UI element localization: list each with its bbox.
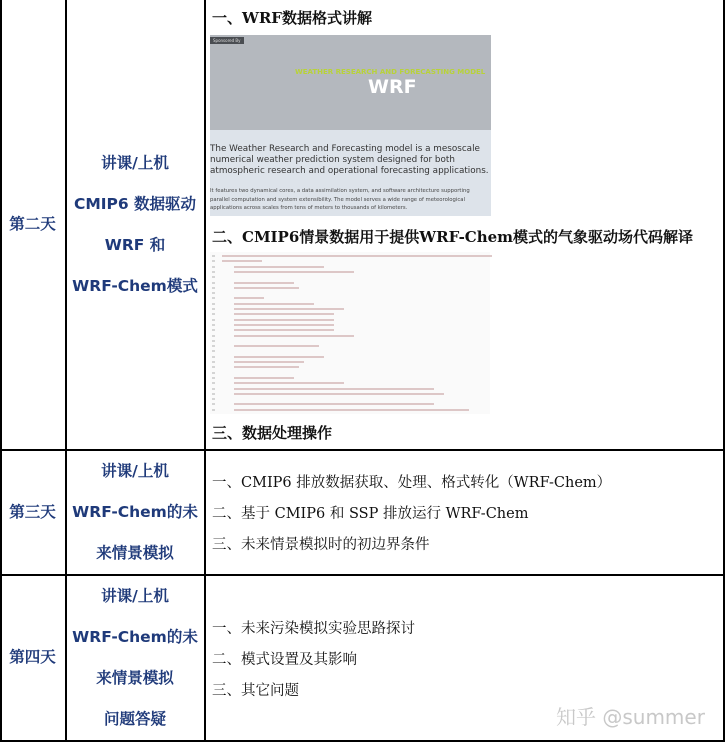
code-line (212, 308, 215, 310)
code-line (212, 409, 215, 411)
table-border (204, 0, 206, 741)
day-cell (0, 0, 65, 449)
code-line (234, 366, 299, 368)
desc-line: 讲课/上机 (101, 153, 169, 172)
day-cell (0, 450, 65, 574)
wrf-title: WRF (368, 76, 417, 98)
code-line (222, 255, 492, 257)
table-border (0, 740, 725, 742)
code-line (212, 398, 215, 400)
code-line (212, 271, 215, 273)
code-line (212, 329, 215, 331)
desc-line: 来情景模拟 (96, 668, 174, 687)
desc-line: WRF-Chem模式 (72, 276, 198, 295)
code-line (212, 388, 215, 390)
desc-line: WRF 和 (104, 235, 166, 254)
day-label: 第四天 (9, 648, 56, 666)
sponsor-tag: Sponsored By (210, 37, 244, 44)
content-item: 二、基于 CMIP6 和 SSP 排放运行 WRF-Chem (212, 506, 529, 522)
content-heading: 三、数据处理操作 (212, 424, 333, 442)
code-line (212, 366, 215, 368)
code-line (212, 255, 215, 257)
code-line (234, 282, 294, 284)
code-line (212, 297, 215, 299)
code-line (234, 271, 354, 273)
desc-line: 讲课/上机 (101, 586, 169, 605)
code-line (234, 335, 354, 337)
code-line (212, 313, 215, 315)
table-border (723, 0, 725, 741)
content-item: 三、未来情景模拟时的初边界条件 (212, 537, 430, 553)
code-line (234, 266, 324, 268)
content-item: 一、CMIP6 排放数据获取、处理、格式转化（WRF-Chem） (212, 475, 612, 491)
desc-cell (66, 575, 204, 740)
code-line (212, 372, 215, 374)
code-line (212, 335, 215, 337)
code-line (234, 393, 444, 395)
code-line (212, 303, 215, 305)
code-line (212, 282, 215, 284)
watermark: 知乎 @summer (556, 705, 705, 729)
code-line (212, 382, 215, 384)
code-line (212, 266, 215, 268)
wrf-paragraph: It features two dynamical cores, a data assimilation system, and software architecture supporting parallel computation and system extensibility. The model serves a wide range of meteorological applications across scales from tens of meters to thousands of kilometers. (210, 188, 470, 212)
code-line (212, 260, 215, 262)
code-line (234, 409, 469, 411)
code-line (234, 313, 334, 315)
day-label: 第二天 (9, 215, 56, 233)
code-line (234, 319, 334, 321)
code-line (212, 403, 215, 405)
code-screenshot-image (210, 252, 490, 414)
code-line (234, 356, 324, 358)
code-line (234, 403, 434, 405)
code-line (212, 340, 215, 342)
desc-line: WRF-Chem的未 (72, 627, 198, 646)
code-line (212, 319, 215, 321)
content-heading: 二、CMIP6情景数据用于提供WRF-Chem模式的气象驱动场代码解译 (212, 228, 694, 246)
code-line (212, 276, 215, 278)
code-line (212, 287, 215, 289)
desc-cell (66, 0, 204, 449)
code-line (234, 345, 319, 347)
code-line (212, 377, 215, 379)
code-line (212, 324, 215, 326)
code-line (234, 308, 344, 310)
code-line (234, 377, 294, 379)
code-line (234, 287, 299, 289)
code-line (212, 361, 215, 363)
content-item: 一、未来污染模拟实验思路探讨 (212, 621, 415, 637)
code-line (234, 324, 334, 326)
code-line (212, 292, 215, 294)
wrf-paragraph: The Weather Research and Forecasting model is a mesoscale numerical weather prediction system designed for both atmospheric research and operational forecasting applications. (210, 144, 489, 176)
day-cell (0, 575, 65, 740)
desc-line: 问题答疑 (103, 709, 166, 728)
code-line (234, 303, 314, 305)
code-line (234, 297, 264, 299)
code-line (212, 356, 215, 358)
wrf-subtitle: WEATHER RESEARCH AND FORECASTING MODEL (295, 68, 486, 76)
day-label: 第三天 (9, 502, 56, 521)
desc-line: 讲课/上机 (101, 461, 169, 480)
content-heading: 一、WRF数据格式讲解 (212, 9, 372, 27)
desc-line: 来情景模拟 (96, 543, 174, 562)
desc-line: CMIP6 数据驱动 (73, 194, 197, 213)
desc-line: WRF-Chem的未 (72, 502, 198, 521)
code-line (212, 345, 215, 347)
code-line (234, 388, 434, 390)
content-item: 二、模式设置及其影响 (212, 652, 357, 668)
content-item: 三、其它问题 (212, 683, 299, 699)
code-line (222, 260, 262, 262)
code-line (234, 382, 344, 384)
code-line (212, 393, 215, 395)
desc-cell (66, 450, 204, 574)
code-line (212, 350, 215, 352)
wrf-screenshot-image (210, 35, 491, 216)
code-line (234, 361, 304, 363)
code-line (234, 329, 334, 331)
